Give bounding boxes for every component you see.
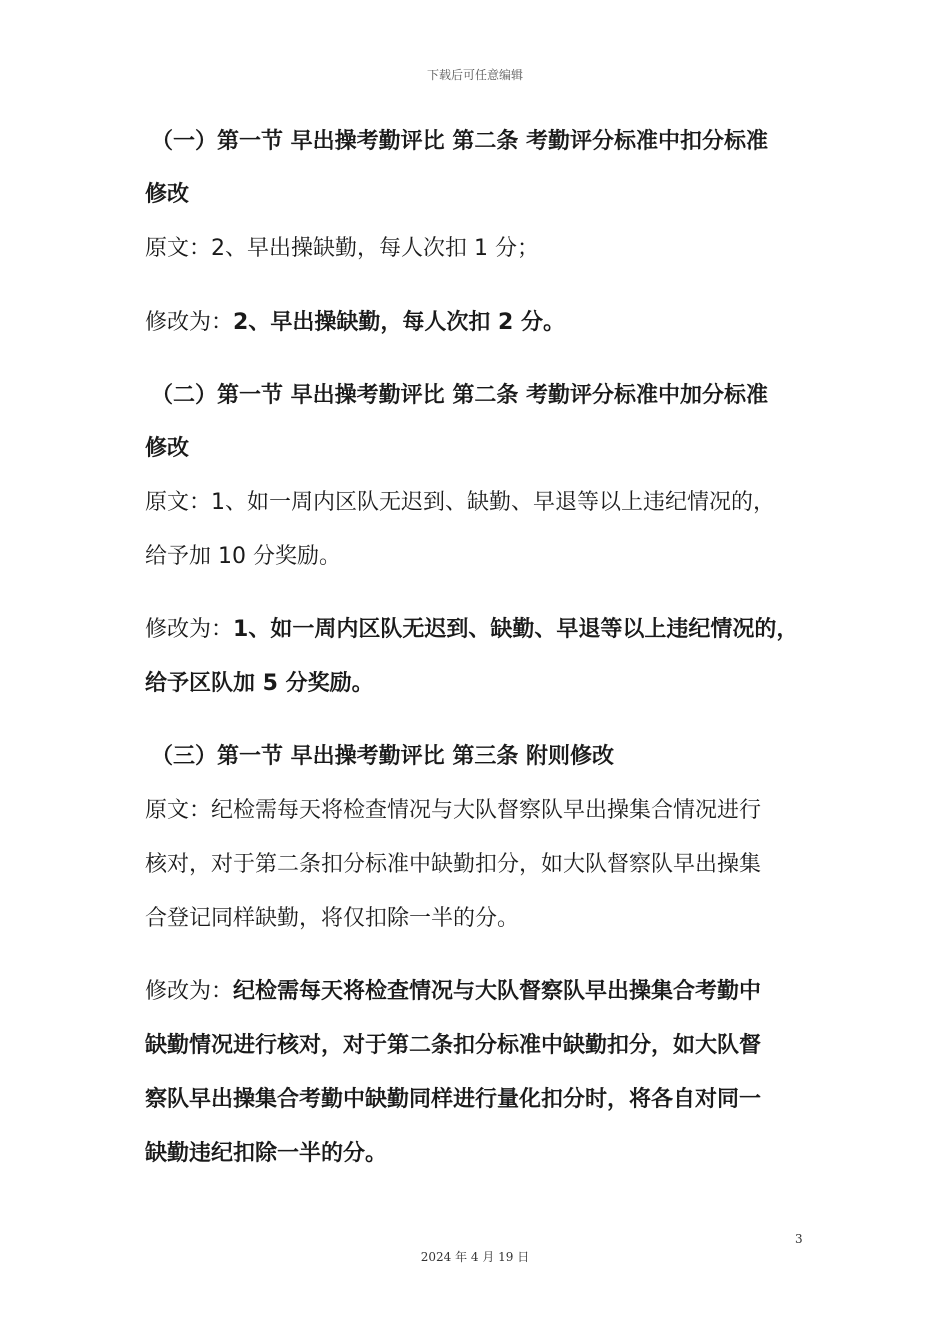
page-header: 下载后可任意编辑 [426, 68, 523, 82]
section-3-revised-cont-2: 察队早出操集合考勤中缺勤同样进行量化扣分时，将各自对同一 [145, 1087, 762, 1112]
section-2-original [145, 488, 775, 518]
section-2-original-cont: 给予加 10 分奖励。 [145, 544, 341, 569]
page-footer-date: 2024 年 4 月 19 日 [420, 1250, 530, 1264]
section-3-revised [145, 977, 761, 1007]
section-3-original-cont-1: 核对，对于第二条扣分标准中缺勤扣分，如大队督察队早出操集 [145, 852, 762, 877]
original-label: 原文： [145, 490, 212, 515]
revised-text: 纪检需每天将检查情况与大队督察队早出操集合考勤中 [233, 979, 762, 1004]
section-3-heading: （三）第一节 早出操考勤评比 第三条 附则修改 [151, 744, 614, 769]
page-number: 3 [795, 1232, 803, 1246]
section-2-revised-cont: 给予区队加 5 分奖励。 [145, 671, 374, 696]
section-3-original [145, 796, 761, 826]
revised-label: 修改为： [145, 979, 234, 1004]
revised-label: 修改为： [145, 310, 234, 335]
section-1-original [145, 234, 539, 264]
revised-label: 修改为： [145, 617, 234, 642]
section-2-heading: （二）第一节 早出操考勤评比 第二条 考勤评分标准中加分标准 [151, 383, 768, 408]
original-text: 2、早出操缺勤，每人次扣 1 分； [211, 236, 539, 261]
section-2-revised [145, 615, 798, 645]
original-text: 纪检需每天将检查情况与大队督察队早出操集合情况进行 [211, 798, 762, 823]
section-1-revised [145, 308, 565, 338]
section-1-heading-cont: 修改 [145, 182, 190, 207]
section-2-heading-cont: 修改 [145, 436, 190, 461]
section-3-original-cont-2: 合登记同样缺勤，将仅扣除一半的分。 [145, 906, 520, 931]
original-label: 原文： [145, 236, 212, 261]
original-text: 1、如一周内区队无迟到、缺勤、早退等以上违纪情况的， [211, 490, 776, 515]
original-label: 原文： [145, 798, 212, 823]
section-1-heading: （一）第一节 早出操考勤评比 第二条 考勤评分标准中扣分标准 [151, 129, 768, 154]
section-3-revised-cont-3: 缺勤违纪扣除一半的分。 [145, 1141, 388, 1166]
section-3-revised-cont-1: 缺勤情况进行核对，对于第二条扣分标准中缺勤扣分，如大队督 [145, 1033, 762, 1058]
revised-text: 1、如一周内区队无迟到、缺勤、早退等以上违纪情况的， [233, 617, 799, 642]
revised-text: 2、早出操缺勤，每人次扣 2 分。 [233, 310, 565, 335]
